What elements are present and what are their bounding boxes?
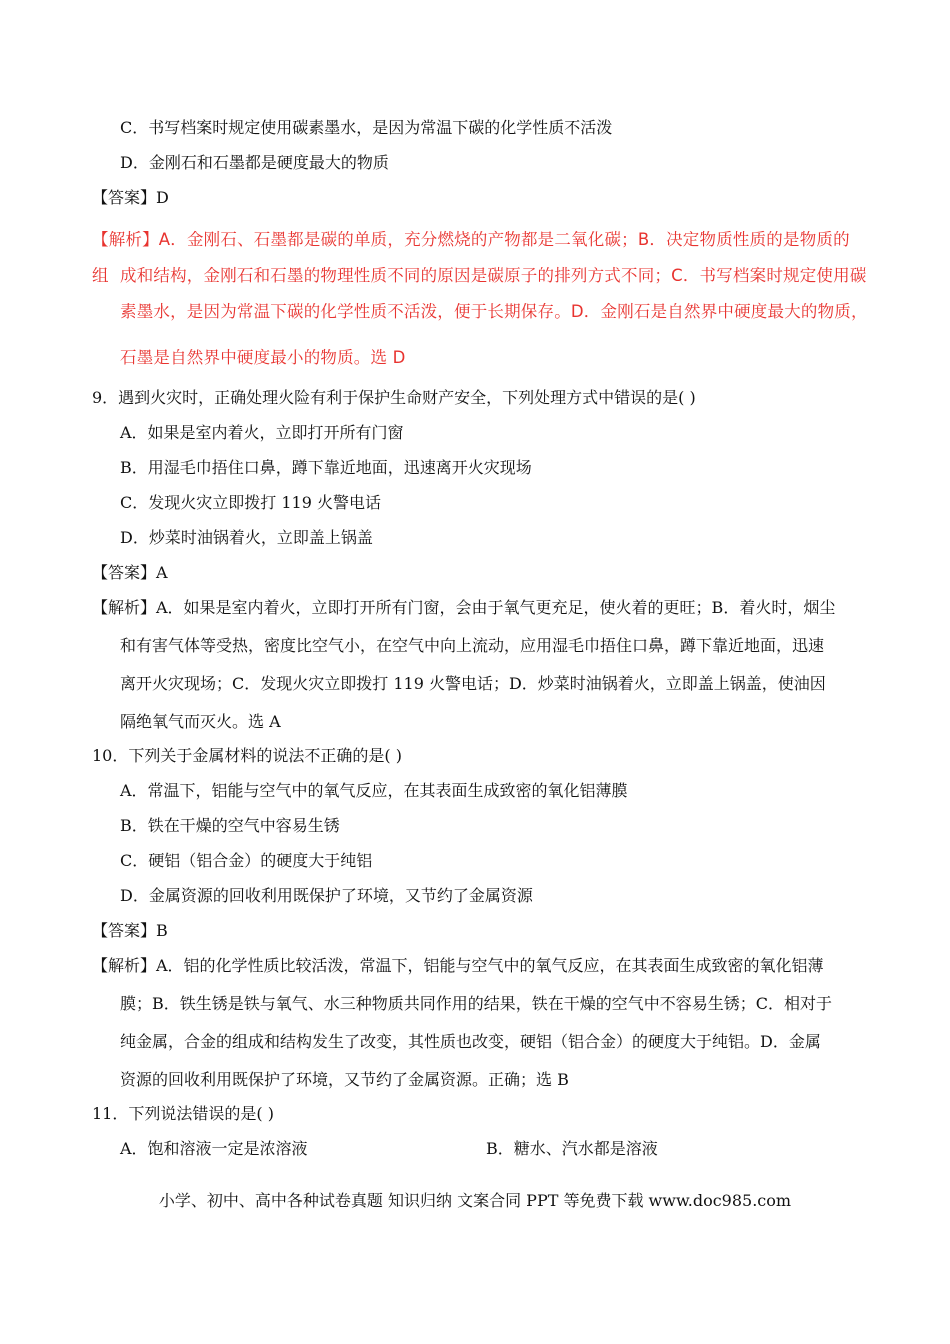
q10-analysis-line-1: 【解析】A．铝的化学性质比较活泼，常温下，铝能与空气中的氧气反应，在其表面生成致密的氧化铝薄 bbox=[92, 956, 824, 975]
q8-analysis-line-4: 石墨是自然界中硬度最小的物质。选 D bbox=[120, 348, 406, 367]
q9-option-b: B．用湿毛巾捂住口鼻，蹲下靠近地面，迅速离开火灾现场 bbox=[120, 458, 532, 477]
q9-option-a: A．如果是室内着火，立即打开所有门窗 bbox=[120, 423, 404, 442]
q8-analysis-line-3: 素墨水，是因为常温下碳的化学性质不活泼，便于长期保存。D．金刚石是自然界中硬度最大的物质， bbox=[120, 302, 868, 321]
q9-option-c: C．发现火灾立即拨打 119 火警电话 bbox=[120, 493, 381, 512]
q10-option-a: A．常温下，铝能与空气中的氧气反应，在其表面生成致密的氧化铝薄膜 bbox=[120, 781, 628, 800]
q10-answer: 【答案】B bbox=[92, 921, 168, 940]
q9-answer: 【答案】A bbox=[92, 563, 168, 582]
q9-analysis-line-4: 隔绝氧气而灭火。选 A bbox=[120, 712, 281, 731]
q9-analysis-line-2: 和有害气体等受热，密度比空气小，在空气中向上流动，应用湿毛巾捂住口鼻，蹲下靠近地面，迅速 bbox=[120, 636, 825, 655]
q9-option-d: D．炒菜时油锅着火，立即盖上锅盖 bbox=[120, 528, 373, 547]
q8-analysis-line-2: 成和结构，金刚石和石墨的物理性质不同的原因是碳原子的排列方式不同；C．书写档案时规定使用碳 bbox=[120, 266, 867, 285]
q10-option-b: B．铁在干燥的空气中容易生锈 bbox=[120, 816, 340, 835]
q10-analysis-line-2: 膜；B．铁生锈是铁与氧气、水三种物质共同作用的结果，铁在干燥的空气中不容易生锈；C．相对于 bbox=[120, 994, 833, 1013]
q8-option-c: C．书写档案时规定使用碳素墨水，是因为常温下碳的化学性质不活泼 bbox=[120, 118, 613, 137]
q9-analysis-line-1: 【解析】A．如果是室内着火，立即打开所有门窗，会由于氧气更充足，使火着的更旺；B．着火时，烟尘 bbox=[92, 598, 836, 617]
page-footer: 小学、初中、高中各种试卷真题 知识归纳 文案合同 PPT 等免费下载 www.doc985.com bbox=[158, 1191, 792, 1210]
q11-stem: 11．下列说法错误的是( ) bbox=[92, 1104, 274, 1123]
q10-analysis-line-3: 纯金属，合金的组成和结构发生了改变，其性质也改变，硬铝（铝合金）的硬度大于纯铝。D．金属 bbox=[120, 1032, 821, 1051]
q8-analysis-line-1: 【解析】A．金刚石、石墨都是碳的单质，充分燃烧的产物都是二氧化碳；B．决定物质性质的是物质的组 bbox=[92, 230, 850, 285]
q10-analysis-line-4: 资源的回收利用既保护了环境，又节约了金属资源。正确；选 B bbox=[120, 1070, 569, 1089]
q9-analysis-line-3: 离开火灾现场；C．发现火灾立即拨打 119 火警电话；D．炒菜时油锅着火，立即盖上锅盖，使油因 bbox=[120, 674, 826, 693]
q11-option-b-wrap bbox=[486, 1139, 658, 1159]
q8-option-d: D．金刚石和石墨都是硬度最大的物质 bbox=[120, 153, 389, 172]
q10-option-d: D．金属资源的回收利用既保护了环境，又节约了金属资源 bbox=[120, 886, 533, 905]
q9-stem: 9．遇到火灾时，正确处理火险有利于保护生命财产安全，下列处理方式中错误的是( ) bbox=[92, 388, 696, 407]
q11-option-b: B．糖水、汽水都是溶液 bbox=[486, 1139, 658, 1158]
q8-answer: 【答案】D bbox=[92, 188, 169, 207]
q10-stem: 10．下列关于金属材料的说法不正确的是( ) bbox=[92, 746, 402, 765]
q10-option-c: C．硬铝（铝合金）的硬度大于纯铝 bbox=[120, 851, 373, 870]
q11-option-a: A．饱和溶液一定是浓溶液 bbox=[120, 1139, 308, 1158]
